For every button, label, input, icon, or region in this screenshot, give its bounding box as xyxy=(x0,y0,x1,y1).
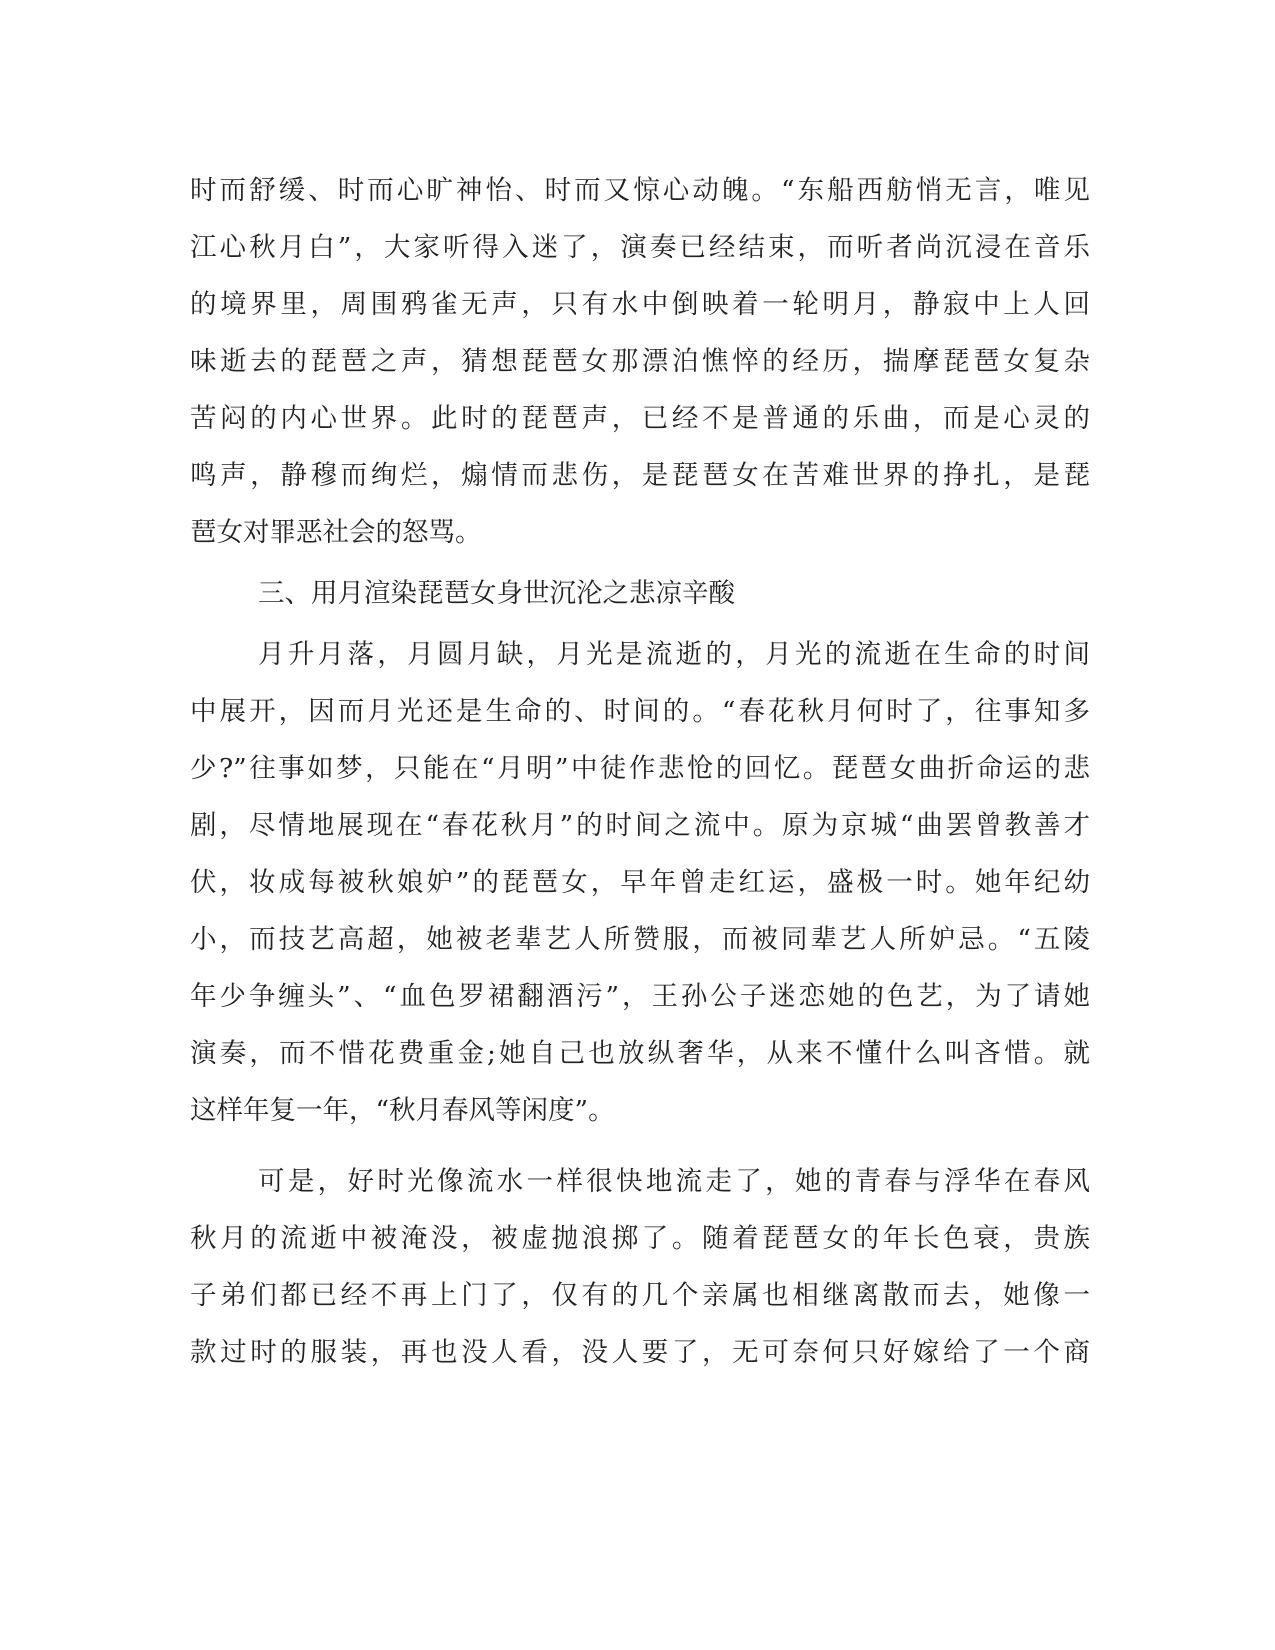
text-line: 少?”往事如梦，只能在“月明”中徒作悲怆的回忆。琵琶女曲折命运的悲 xyxy=(190,753,1090,784)
text-line: 伏，妆成每被秋娘妒”的琵琶女，早年曾走红运，盛极一时。她年纪幼 xyxy=(190,867,1090,898)
text-line: 年少争缠头”、“血色罗裙翻酒污”，王孙公子迷恋她的色艺，为了请她 xyxy=(190,981,1090,1012)
text-line: 味逝去的琵琶之声，猜想琵琶女那漂泊憔悴的经历，揣摩琵琶女复杂 xyxy=(190,346,1090,377)
text-line: 小，而技艺高超，她被老辈艺人所赞服，而被同辈艺人所妒忌。“五陵 xyxy=(190,924,1090,955)
section-heading: 三、用月渲染琵琶女身世沉沦之悲凉辛酸 xyxy=(258,578,735,609)
text-line: 款过时的服装，再也没人看，没人要了，无可奈何只好嫁给了一个商 xyxy=(190,1337,1090,1368)
body-text xyxy=(190,162,1090,1381)
text-line: 鸣声，静穆而绚烂，煽情而悲伤，是琵琶女在苦难世界的挣扎，是琵 xyxy=(190,460,1090,491)
text-line: 可是，好时光像流水一样很快地流走了，她的青春与浮华在春风 xyxy=(258,1166,1090,1197)
paragraph xyxy=(190,1153,1090,1381)
text-line: 琶女对罪恶社会的怒骂。 xyxy=(190,517,482,548)
text-line: 月升月落，月圆月缺，月光是流逝的，月光的流逝在生命的时间 xyxy=(258,639,1090,670)
text-line: 苦闷的内心世界。此时的琵琶声，已经不是普通的乐曲，而是心灵的 xyxy=(190,403,1090,434)
text-line: 演奏，而不惜花费重金;她自己也放纵奢华，从来不懂什么叫吝惜。就 xyxy=(190,1038,1090,1069)
text-line: 这样年复一年，“秋月春风等闲度”。 xyxy=(190,1095,615,1126)
text-line: 江心秋月白”，大家听得入迷了，演奏已经结束，而听者尚沉浸在音乐 xyxy=(190,232,1090,263)
text-line: 子弟们都已经不再上门了，仅有的几个亲属也相继离散而去，她像一 xyxy=(190,1280,1090,1311)
text-line: 时而舒缓、时而心旷神怡、时而又惊心动魄。“东船西舫悄无言，唯见 xyxy=(190,175,1090,206)
paragraph xyxy=(190,626,1090,1139)
text-line: 剧，尽情地展现在“春花秋月”的时间之流中。原为京城“曲罢曾教善才 xyxy=(190,810,1090,841)
text-line: 秋月的流逝中被淹没，被虚抛浪掷了。随着琵琶女的年长色衰，贵族 xyxy=(190,1223,1090,1254)
paragraph-continuation xyxy=(190,162,1090,561)
text-line: 的境界里，周围鸦雀无声，只有水中倒映着一轮明月，静寂中上人回 xyxy=(190,289,1090,320)
text-line: 中展开，因而月光还是生命的、时间的。“春花秋月何时了，往事知多 xyxy=(190,696,1090,727)
